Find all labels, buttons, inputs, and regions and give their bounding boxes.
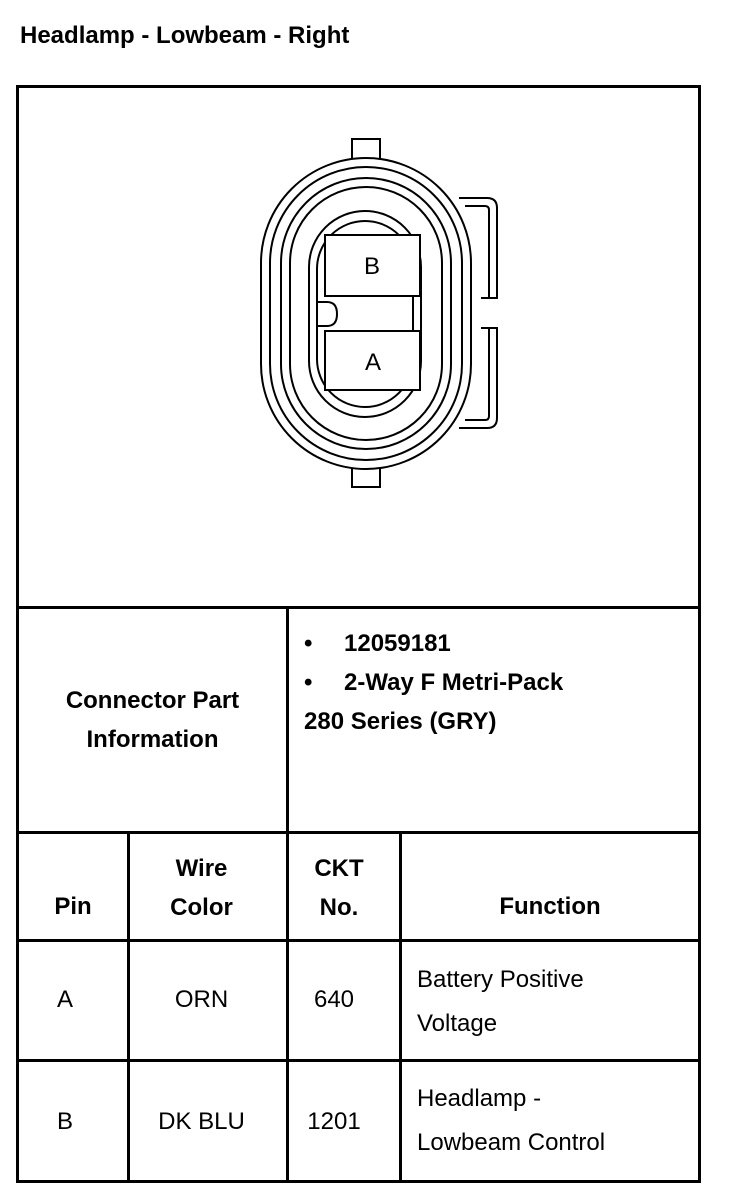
connector-face-diagram xyxy=(19,88,698,607)
part-type-item: • 2-Way F Metri-Pack xyxy=(304,669,564,696)
row-a-function: Battery Positive Voltage xyxy=(417,966,584,1037)
part-series: 280 Series (GRY) xyxy=(304,708,497,735)
pin-b-label: B xyxy=(363,253,381,280)
divider xyxy=(16,831,701,834)
pin-a-label: A xyxy=(364,349,382,376)
row-b-ckt: 1201 xyxy=(307,1108,361,1136)
row-b-function: Headlamp - Lowbeam Control xyxy=(417,1085,606,1156)
part-number-item: • 12059181 xyxy=(304,630,451,657)
header-wire-color: Wire Color xyxy=(170,855,233,921)
header-function: Function xyxy=(499,892,601,920)
row-b-pin: B xyxy=(56,1108,73,1136)
row-a-pin: A xyxy=(56,986,73,1014)
connector-part-info-label: Connector Part Information xyxy=(65,687,240,753)
connector-part-info-details xyxy=(304,624,563,741)
row-a-wire-color: ORN xyxy=(174,986,229,1014)
header-pin: Pin xyxy=(54,892,92,920)
header-ckt-no: CKT No. xyxy=(314,855,364,921)
divider xyxy=(399,831,402,1183)
page-title: Headlamp - Lowbeam - Right xyxy=(20,22,350,49)
row-b-wire-color: DK BLU xyxy=(158,1108,245,1136)
row-a-ckt: 640 xyxy=(313,986,355,1014)
